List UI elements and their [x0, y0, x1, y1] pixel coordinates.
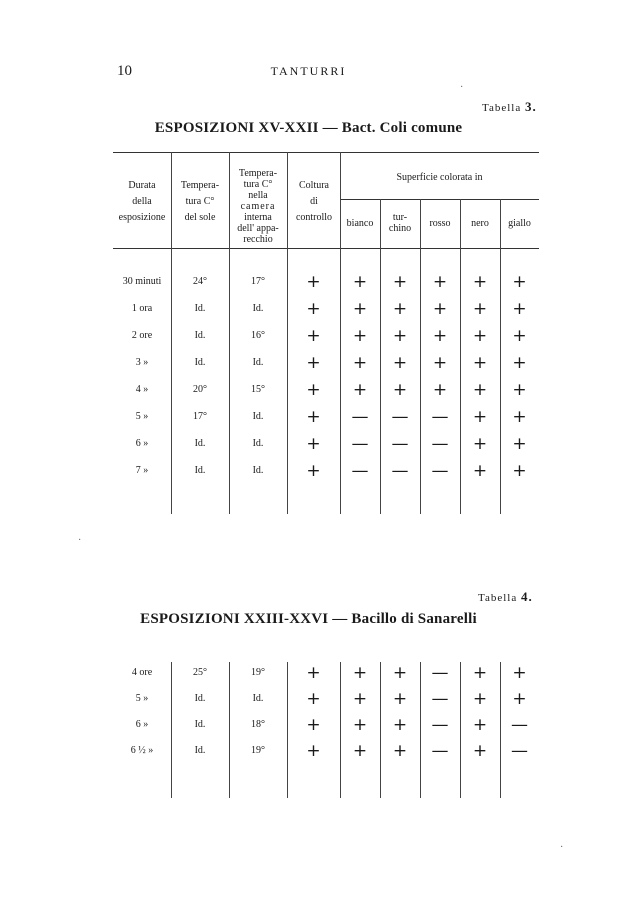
cell-durata: 4 »	[135, 384, 149, 395]
print-speck: ·	[560, 842, 564, 853]
cell-durata: 1 ora	[131, 303, 153, 314]
cell-color-result: +	[472, 299, 488, 319]
header-durata	[113, 178, 171, 226]
cell-color-result: +	[512, 353, 527, 373]
cell-temp-camera: 15°	[251, 384, 265, 395]
header-color-giallo: giallo	[508, 218, 531, 229]
table4-title: ESPOSIZIONI XXIII-XXVI — Bacillo di Sanarelli	[140, 611, 477, 627]
cell-color-result: +	[512, 299, 527, 319]
header-temp-sole-line: del sole	[184, 212, 216, 223]
cell-coltura: +	[306, 353, 321, 373]
cell-coltura: +	[306, 663, 321, 683]
header-temp-camera	[229, 168, 287, 245]
cell-durata: 6 »	[135, 438, 149, 449]
cell-durata: 30 minuti	[122, 276, 162, 287]
cell-color-result: +	[352, 663, 368, 683]
cell-color-result: +	[512, 380, 527, 400]
header-temp-sole-line: tura C°	[185, 196, 215, 207]
cell-temp-camera: Id.	[252, 465, 264, 476]
table3-header-bottom-rule	[113, 248, 539, 249]
cell-temp-sole: Id.	[194, 745, 206, 756]
header-durata-line: esposizione	[118, 212, 166, 223]
table3-title: ESPOSIZIONI XV-XXII — Bact. Coli comune	[154, 120, 463, 136]
cell-durata: 4 ore	[131, 667, 153, 678]
cell-color-result: —	[351, 407, 369, 427]
header-temp-camera-line: dell' appa-	[237, 223, 279, 234]
cell-color-result: +	[352, 380, 368, 400]
cell-temp-camera: 17°	[251, 276, 265, 287]
cell-color-result: —	[511, 715, 528, 735]
cell-color-result: +	[472, 715, 488, 735]
cell-color-result: +	[392, 689, 408, 709]
cell-color-result: +	[352, 326, 368, 346]
cell-temp-sole: Id.	[194, 330, 206, 341]
header-color-turchino: tur- chino	[388, 212, 412, 234]
cell-color-result: +	[392, 272, 408, 292]
cell-color-result: —	[351, 434, 369, 454]
table3-top-rule	[113, 152, 539, 153]
cell-temp-sole: 24°	[193, 276, 207, 287]
cell-temp-sole: 20°	[193, 384, 207, 395]
cell-color-result: +	[392, 353, 408, 373]
cell-color-result: —	[431, 461, 449, 481]
cell-color-result: +	[352, 689, 368, 709]
cell-color-result: +	[472, 380, 488, 400]
cell-color-result: —	[431, 407, 449, 427]
cell-temp-camera: Id.	[252, 693, 264, 704]
print-speck: ·	[460, 82, 464, 93]
header-coltura-line: Coltura	[299, 180, 329, 191]
cell-color-result: +	[352, 715, 368, 735]
cell-color-result: —	[431, 663, 449, 683]
header-temp-camera-line: nella	[248, 190, 268, 201]
cell-temp-sole: Id.	[194, 465, 206, 476]
table4-label	[478, 589, 533, 605]
cell-temp-sole: 25°	[193, 667, 207, 678]
cell-durata: 6 ½ »	[130, 745, 154, 756]
table3-label-number: 3.	[524, 99, 537, 114]
running-head: TANTURRI	[270, 64, 347, 78]
cell-durata: 3 »	[135, 357, 149, 368]
cell-color-result: +	[512, 461, 527, 481]
header-temp-camera-line: tura C°	[243, 179, 273, 190]
cell-temp-sole: 17°	[193, 411, 207, 422]
cell-color-result: +	[512, 407, 527, 427]
cell-color-result: +	[472, 272, 488, 292]
cell-durata: 2 ore	[131, 330, 153, 341]
cell-color-result: +	[392, 715, 408, 735]
cell-color-result: +	[512, 663, 527, 683]
cell-color-result: +	[392, 663, 408, 683]
cell-coltura: +	[306, 689, 321, 709]
header-color-bianco: bianco	[346, 218, 374, 229]
cell-temp-sole: Id.	[194, 357, 206, 368]
cell-color-result: +	[432, 272, 448, 292]
header-temp-camera-line: Tempera-	[238, 168, 278, 179]
cell-durata: 5 »	[135, 411, 149, 422]
cell-durata: 6 »	[135, 719, 149, 730]
cell-color-result: +	[392, 326, 408, 346]
cell-color-result: +	[472, 434, 488, 454]
cell-color-result: +	[472, 461, 488, 481]
header-temp-camera-line: recchio	[243, 234, 273, 245]
superficie-rule	[340, 199, 539, 200]
header-superficie: Superficie colorata in	[396, 172, 483, 183]
header-coltura-line: di	[310, 196, 318, 207]
header-temp-camera-line: camera	[240, 201, 276, 212]
cell-temp-camera: 19°	[251, 667, 265, 678]
cell-coltura: +	[306, 272, 321, 292]
cell-coltura: +	[306, 326, 321, 346]
cell-color-result: —	[431, 689, 449, 709]
cell-color-result: —	[431, 434, 449, 454]
cell-color-result: +	[352, 299, 368, 319]
cell-temp-camera: Id.	[252, 438, 264, 449]
print-speck: ·	[78, 535, 82, 546]
cell-coltura: +	[306, 434, 321, 454]
header-temp-camera-line: interna	[244, 212, 272, 223]
cell-coltura: +	[306, 461, 321, 481]
cell-color-result: —	[351, 461, 369, 481]
cell-color-result: +	[472, 663, 488, 683]
cell-color-result: +	[432, 299, 448, 319]
cell-color-result: +	[392, 380, 408, 400]
cell-color-result: +	[432, 326, 448, 346]
cell-color-result: —	[391, 461, 409, 481]
table4-label-word: Tabella	[478, 592, 518, 604]
header-durata-line: Durata	[128, 180, 156, 191]
cell-color-result: +	[512, 272, 527, 292]
cell-coltura: +	[306, 407, 321, 427]
cell-color-result: +	[472, 407, 488, 427]
cell-color-result: +	[512, 326, 527, 346]
cell-color-result: —	[391, 434, 409, 454]
table4-col-rule	[229, 662, 230, 798]
header-durata-line: della	[132, 196, 152, 207]
cell-color-result: +	[352, 272, 368, 292]
cell-color-result: +	[432, 380, 448, 400]
cell-color-result: +	[472, 326, 488, 346]
cell-color-result: +	[392, 741, 408, 761]
cell-color-result: —	[431, 715, 449, 735]
cell-coltura: +	[306, 741, 321, 761]
header-temp-sole	[171, 178, 229, 226]
cell-color-result: +	[472, 353, 488, 373]
table4-label-number: 4.	[520, 589, 533, 604]
cell-temp-camera: 16°	[251, 330, 265, 341]
cell-coltura: +	[306, 715, 321, 735]
cell-temp-sole: Id.	[194, 438, 206, 449]
header-temp-sole-line: Tempera-	[180, 180, 220, 191]
cell-temp-sole: Id.	[194, 693, 206, 704]
cell-coltura: +	[306, 380, 321, 400]
cell-temp-camera: 19°	[251, 745, 265, 756]
table3-label	[482, 99, 537, 115]
cell-temp-camera: Id.	[252, 303, 264, 314]
cell-coltura: +	[306, 299, 321, 319]
table3-label-word: Tabella	[482, 102, 522, 114]
cell-color-result: +	[352, 741, 368, 761]
page-number: 10	[117, 63, 132, 79]
cell-color-result: —	[431, 741, 449, 761]
header-color-rosso: rosso	[429, 218, 451, 229]
header-coltura	[287, 178, 341, 226]
cell-color-result: +	[512, 689, 527, 709]
cell-color-result: +	[472, 689, 488, 709]
cell-durata: 5 »	[135, 693, 149, 704]
cell-color-result: +	[472, 741, 488, 761]
cell-temp-camera: Id.	[252, 357, 264, 368]
cell-temp-sole: Id.	[194, 719, 206, 730]
cell-color-result: —	[391, 407, 409, 427]
header-color-nero: nero	[471, 218, 489, 229]
header-coltura-line: controllo	[295, 212, 333, 223]
table4-col-rule	[171, 662, 172, 798]
cell-color-result: +	[432, 353, 448, 373]
cell-temp-camera: 18°	[251, 719, 265, 730]
cell-color-result: —	[511, 741, 528, 761]
cell-color-result: +	[512, 434, 527, 454]
cell-temp-camera: Id.	[252, 411, 264, 422]
cell-color-result: +	[352, 353, 368, 373]
cell-color-result: +	[392, 299, 408, 319]
cell-durata: 7 »	[135, 465, 149, 476]
cell-temp-sole: Id.	[194, 303, 206, 314]
